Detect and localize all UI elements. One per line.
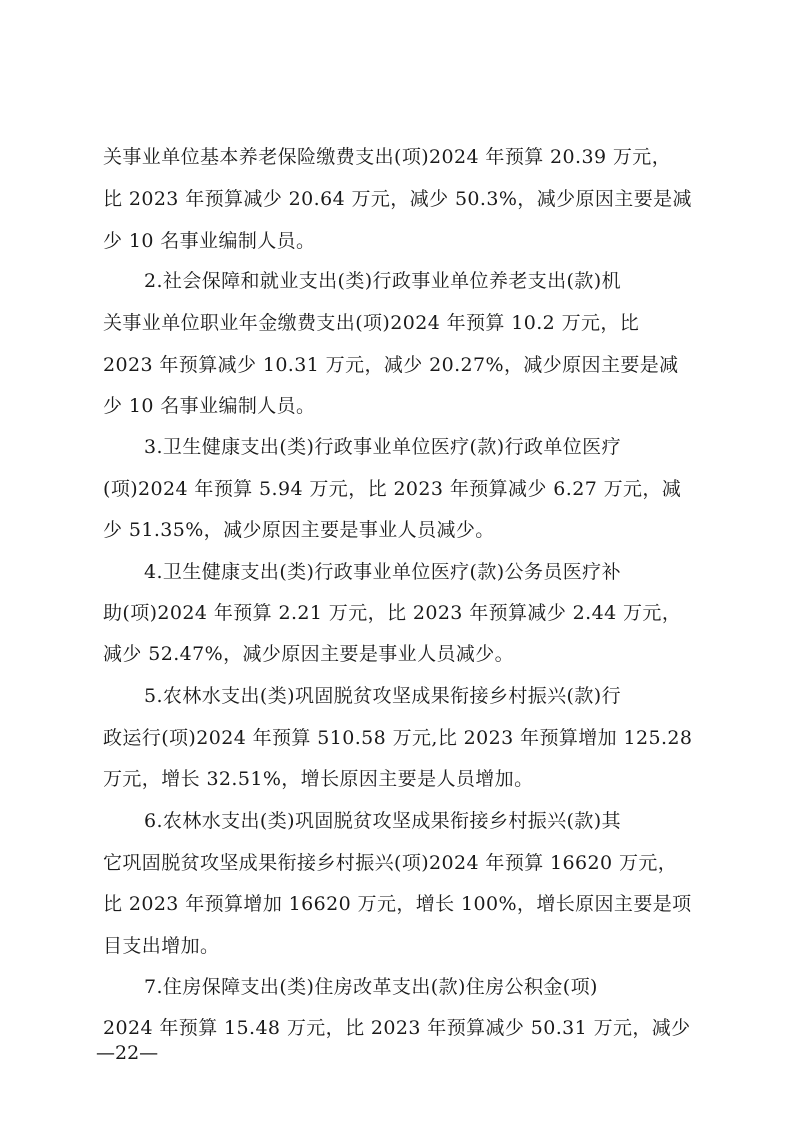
paragraph-4-start: 4.卫生健康支出(类)行政事业单位医疗(款)公务员医疗补 (144, 561, 621, 583)
text-line: 减少 52.47%，减少原因主要是事业人员减少。 (103, 643, 515, 665)
text-line: 比 2023 年预算增加 16620 万元，增长 100%，增长原因主要是项 (103, 893, 692, 915)
text-line: 关事业单位职业年金缴费支出(项)2024 年预算 10.2 万元，比 (103, 312, 640, 334)
text-line: 万元，增长 32.51%，增长原因主要是人员增加。 (103, 768, 534, 790)
text-line: 关事业单位基本养老保险缴费支出(项)2024 年预算 20.39 万元， (103, 146, 672, 168)
text-line: 少 10 名事业编制人员。 (103, 395, 316, 417)
text-line: (项)2024 年预算 5.94 万元，比 2023 年预算减少 6.27 万元，减 (103, 478, 682, 500)
paragraph-5-start: 5.农林水支出(类)巩固脱贫攻坚成果衔接乡村振兴(款)行 (144, 685, 621, 707)
text-line: 助(项)2024 年预算 2.21 万元，比 2023 年预算减少 2.44 万元， (103, 602, 682, 624)
text-line: 比 2023 年预算减少 20.64 万元，减少 50.3%，减少原因主要是减 (103, 188, 692, 210)
text-line: 政运行(项)2024 年预算 510.58 万元,比 2023 年预算增加 125.28 (103, 727, 693, 749)
text-line: 目支出增加。 (103, 935, 220, 957)
paragraph-6-start: 6.农林水支出(类)巩固脱贫攻坚成果衔接乡村振兴(款)其 (144, 810, 621, 832)
paragraph-3-start: 3.卫生健康支出(类)行政事业单位医疗(款)行政单位医疗 (144, 436, 621, 458)
paragraph-7-start: 7.住房保障支出(类)住房改革支出(款)住房公积金(项) (144, 976, 598, 998)
paragraph-2-start: 2.社会保障和就业支出(类)行政事业单位养老支出(款)机 (144, 270, 621, 292)
page-number: —22— (96, 1042, 159, 1064)
text-line: 2023 年预算减少 10.31 万元，减少 20.27%，减少原因主要是减 (103, 354, 679, 376)
text-line: 少 10 名事业编制人员。 (103, 230, 316, 252)
text-line: 少 51.35%，减少原因主要是事业人员减少。 (103, 519, 495, 541)
text-line: 2024 年预算 15.48 万元，比 2023 年预算减少 50.31 万元，减少 (103, 1017, 691, 1039)
text-line: 它巩固脱贫攻坚成果衔接乡村振兴(项)2024 年预算 16620 万元， (103, 852, 678, 874)
